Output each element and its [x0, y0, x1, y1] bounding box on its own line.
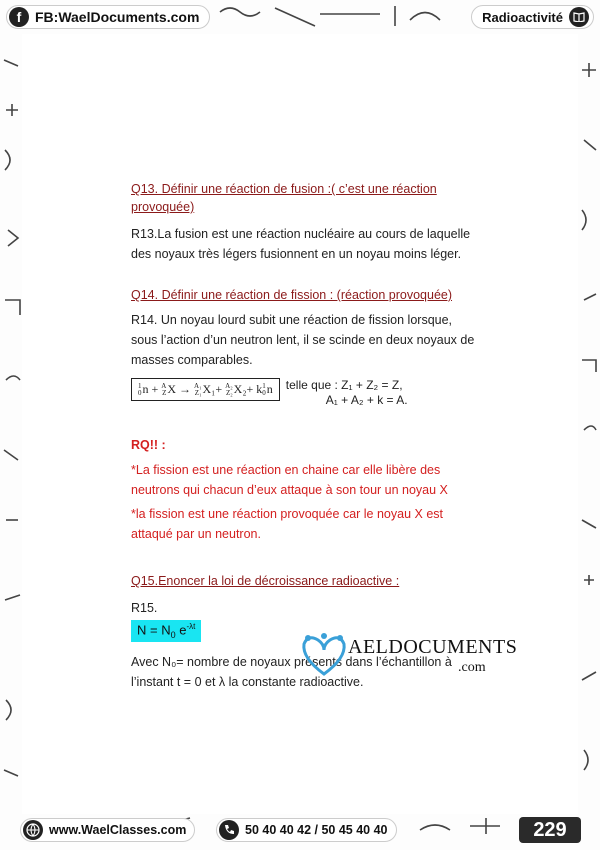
remark-title: RQ!! : — [131, 438, 166, 452]
q15-question: Q15.Enoncer la loi de décroissance radioactive : — [131, 574, 400, 588]
remark-chain: *La fission est une réaction en chaine car elle libère des neutrons qui chacun d’eux attaque à son tour un noyau X — [131, 463, 448, 497]
q13-question: Q13. Définir une réaction de fusion :( c’est une réaction provoquée) — [131, 182, 437, 214]
website-text: www.WaelClasses.com — [49, 823, 187, 837]
header-bar — [0, 0, 600, 34]
chapter-title-badge — [471, 5, 594, 29]
facebook-link[interactable] — [6, 5, 210, 29]
q15-answer-text: Avec N₀= nombre de noyaux présents dans l’échantillon à l’instant t = 0 et λ la constante radioactive. — [131, 654, 452, 689]
page-number: 229 — [519, 817, 581, 843]
fission-conditions: telle que : Z₁ + Z₂ = Z, A₁ + A₂ + k = A. — [285, 378, 408, 407]
decay-law-formula: $N = N_0$ $e^{-\lambda t}$ — [131, 620, 201, 642]
website-link[interactable] — [20, 818, 195, 842]
phone-link[interactable] — [216, 818, 397, 842]
fission-equation-row — [131, 378, 511, 408]
globe-icon — [23, 820, 43, 840]
remark-provoked: *la fission est une réaction provoquée car le noyau X est attaqué par un neutron. — [131, 507, 443, 541]
fission-equation: 1 0 n + A Z X → A₁ Z₁ X₁+ A₂ Z₂ X₂+ k 1 0 n — [131, 378, 280, 401]
q14-question: Q14. Définir une réaction de fission : (réaction provoquée) — [131, 288, 453, 302]
q13-answer: R13.La fusion est une réaction nucléaire au cours de laquelle des noyaux très légers fusionnent en un noyau moins léger. — [131, 227, 471, 261]
book-icon — [569, 7, 589, 27]
phone-icon — [219, 820, 239, 840]
logo-text: AELDOCUMENTS — [348, 636, 518, 658]
page-content — [131, 180, 511, 692]
q14-answer: R14. Un noyau lourd subit une réaction de fission lorsque, sous l’action d’un neutron lent, il se scinde en deux noyaux de masses comparables. — [131, 313, 475, 367]
footer-bar — [0, 812, 600, 850]
waeldocuments-logo — [298, 632, 518, 682]
q15-answer-label: R15. — [131, 601, 158, 615]
logo-domain: .com — [458, 660, 486, 675]
facebook-icon: f — [9, 7, 29, 27]
logo-heart-icon — [298, 632, 350, 678]
phone-text: 50 40 40 42 / 50 45 40 40 — [245, 823, 388, 837]
facebook-text: FB:WaelDocuments.com — [35, 9, 200, 25]
chapter-title: Radioactivité — [482, 9, 563, 25]
